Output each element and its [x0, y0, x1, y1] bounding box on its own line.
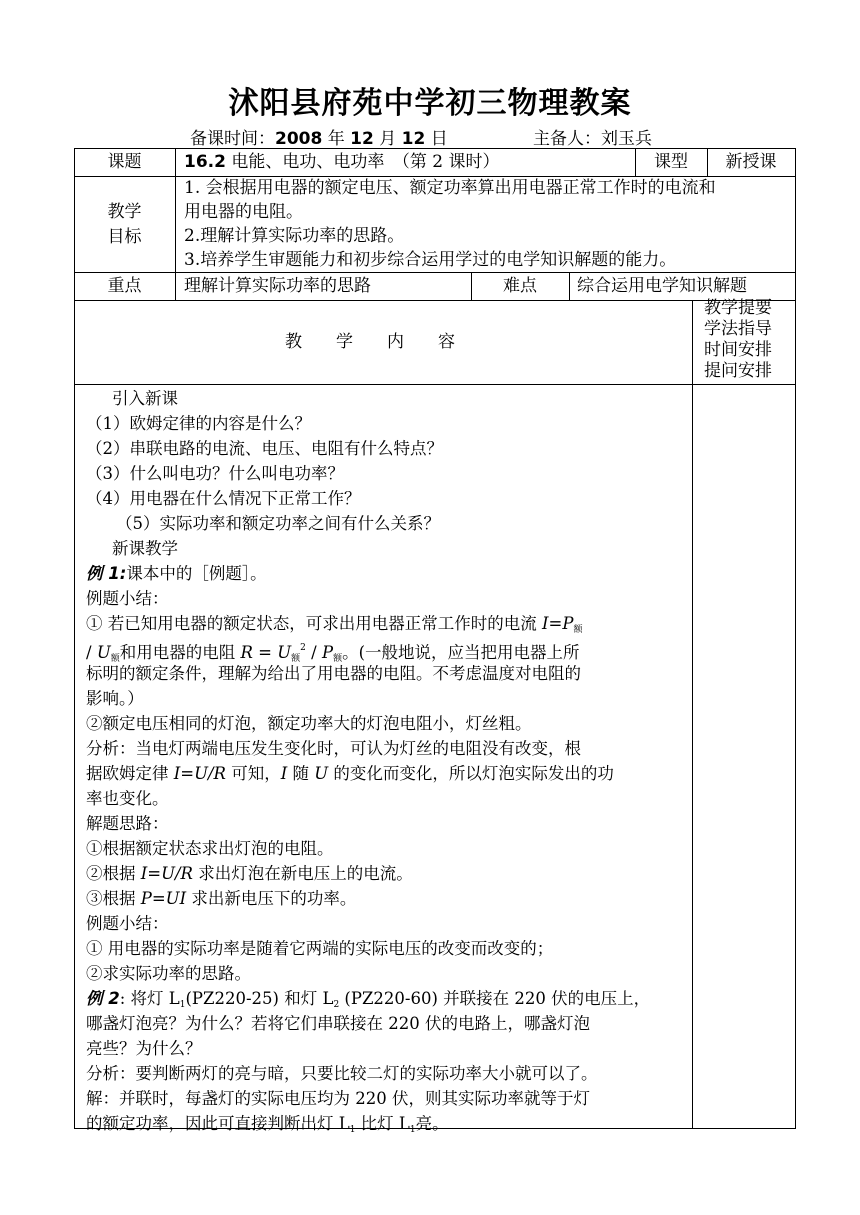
goal-label-line: 目标: [107, 227, 142, 247]
formula: U: [277, 643, 292, 662]
goal-label-line: 教学: [107, 202, 142, 222]
solution-cont: [86, 1111, 694, 1136]
text-run: 求出新电压下的功率。: [186, 889, 357, 908]
summary-point: ① 用电器的实际功率是随着它两端的实际电压的改变而改变的；: [86, 939, 554, 958]
year-unit: 年: [327, 129, 345, 149]
goal-line: 2.理解计算实际功率的思路。: [184, 226, 405, 246]
topic-value: [184, 150, 499, 174]
summary-point-1-cont: 标明的额定条件，理解为给出了用电器的电阻。不考虑温度对电阻的: [86, 664, 581, 683]
side-notes: [704, 298, 772, 382]
text-run: 随: [287, 764, 315, 783]
day-unit: 日: [430, 129, 448, 149]
question: （3）什么叫电功？什么叫电功率？: [86, 464, 344, 483]
topic-label: 课题: [107, 152, 142, 172]
prep-time: [190, 124, 448, 149]
rule: [74, 272, 796, 273]
analysis: 分析：当电灯两端电压发生变化时，可认为灯丝的电阻没有改变，根: [86, 739, 581, 758]
example-1-text: 课本中的［例题］。: [126, 564, 267, 583]
question: （1）欧姆定律的内容是什么？: [86, 414, 311, 433]
text-run: : 将灯 L: [119, 989, 180, 1008]
formula: P: [321, 643, 334, 662]
summary-point-1-cont: [86, 636, 694, 664]
topic-text: 电能、电功、电功率 （第 2 课时）: [225, 152, 500, 172]
text-run: (PZ220-60) 并联接在 220 伏的电压上，: [339, 989, 651, 1008]
text-run: 和用电器的电阻: [119, 643, 241, 662]
text-run: 比灯 L: [355, 1114, 410, 1133]
text-run: 据欧姆定律: [86, 764, 174, 783]
text-run: ②根据: [86, 864, 141, 883]
subscript: 额: [291, 654, 301, 664]
side-note: 时间安排: [704, 340, 772, 360]
subscript: 1: [349, 1125, 356, 1135]
goal-line: 用电器的电阻。: [184, 202, 303, 222]
question: （4）用电器在什么情况下正常工作？: [86, 489, 361, 508]
subscript: 额: [333, 654, 343, 664]
rule: [74, 384, 796, 385]
month-unit: 月: [379, 129, 397, 149]
formula: I=U/R: [140, 864, 193, 883]
formula: I: [280, 764, 288, 783]
text-run: ③根据: [86, 889, 141, 908]
text-run: /: [86, 643, 97, 662]
solution-idea-label: 解题思路：: [86, 814, 169, 833]
text-run: 的变化而变化，所以灯泡实际发出的功: [328, 764, 614, 783]
rule: [175, 272, 176, 300]
goal-line: 1. 会根据用电器的额定电压、额定功率算出用电器正常工作时的电流和: [184, 178, 716, 198]
subscript: 1: [179, 1000, 186, 1010]
formula: U: [314, 764, 329, 783]
difficulty-label: 难点: [503, 276, 537, 296]
summary-point-2: ②额定电压相同的灯泡，额定功率大的灯泡电阻小，灯丝粗。: [86, 714, 532, 733]
key-point-label: 重点: [107, 276, 142, 296]
formula: R: [240, 643, 253, 662]
text-run: 。(一般地说，应当把用电器上所: [342, 643, 580, 662]
prep-label: 备课时间：: [190, 129, 275, 149]
type-value: 新授课: [725, 152, 777, 172]
goal-line: 3.培养学生审题能力和初步综合运用学过的电学知识解题的能力。: [184, 250, 677, 270]
summary-label: 例题小结：: [86, 914, 169, 933]
summary-label: 例题小结：: [86, 589, 169, 608]
example-2-cont: 哪盏灯泡亮？为什么？若将它们串联接在 220 伏的电路上，哪盏灯泡: [86, 1014, 590, 1033]
rule: [569, 272, 570, 300]
text-run: /: [305, 643, 322, 662]
example-2-cont: 亮些？为什么？: [86, 1039, 202, 1058]
text-run: 的额定功率，因此可直接判断出灯 L: [86, 1114, 350, 1133]
subscript: 额: [110, 654, 120, 664]
rule: [795, 148, 796, 1128]
author: 主备人：刘玉兵: [533, 129, 652, 149]
summary-point-1: [86, 611, 694, 636]
prep-year: 2008: [275, 129, 323, 149]
side-note: 教学提要: [704, 298, 772, 318]
analysis-cont: 率也变化。: [86, 789, 169, 808]
text-run: ① 若已知用电器的额定状态，可求出用电器正常工作时的电流: [86, 614, 542, 633]
text-run: =: [252, 643, 278, 662]
summary-point-1-cont: 影响。）: [86, 689, 144, 708]
rule: [175, 176, 176, 272]
example-1-label: 例 1:: [86, 564, 127, 583]
example-2: [86, 986, 694, 1011]
analysis: 分析：要判断两灯的亮与暗，只要比较二灯的实际功率大小就可以了。: [86, 1064, 598, 1083]
subscript: 额: [573, 625, 583, 635]
question: （5）实际功率和额定功率之间有什么关系？: [116, 514, 440, 533]
formula: I=P: [542, 614, 574, 633]
goal-label: [74, 200, 175, 250]
lesson-plan-table: [74, 148, 796, 1135]
intro-heading: 引入新课: [112, 389, 178, 408]
new-lesson-heading: 新课教学: [112, 539, 178, 558]
subscript: 1: [409, 1125, 416, 1135]
text-run: 可知，: [225, 764, 281, 783]
content-heading: 教 学 内 容: [285, 332, 455, 352]
text-run: 亮。: [415, 1114, 449, 1133]
step: ①根据额定状态求出灯泡的电阻。: [86, 839, 334, 858]
difficulty-value: 综合运用电学知识解题: [577, 276, 747, 296]
question: （2）串联电路的电流、电压、电阻有什么特点？: [86, 439, 443, 458]
analysis-cont: [86, 761, 694, 786]
side-note: 学法指导: [704, 319, 772, 339]
rule: [74, 300, 796, 301]
rule: [175, 148, 176, 176]
formula: P=UI: [140, 889, 187, 908]
subscript: 2: [333, 1000, 340, 1010]
topic-number: 16.2: [184, 152, 226, 172]
summary-point: ②求实际功率的思路。: [86, 964, 251, 983]
text-run: (PZ220-25) 和灯 L: [185, 989, 334, 1008]
formula: U: [96, 643, 111, 662]
text-run: 求出灯泡在新电压上的电流。: [192, 864, 413, 883]
goal-list: [184, 176, 716, 272]
type-label: 课型: [654, 152, 688, 172]
formula: I=U/R: [173, 764, 226, 783]
rule: [74, 148, 796, 149]
solution: 解：并联时，每盏灯的实际电压均为 220 伏，则其实际功率就等于灯: [86, 1089, 590, 1108]
key-point-value: 理解计算实际功率的思路: [184, 276, 371, 296]
side-note: 提问安排: [704, 361, 772, 381]
prep-day: 12: [401, 129, 426, 149]
example-1: [86, 561, 694, 586]
prep-month: 12: [350, 129, 374, 149]
step: [86, 861, 694, 886]
lesson-body: [86, 386, 694, 1136]
example-2-label: 例 2: [86, 989, 120, 1008]
superscript: 2: [300, 643, 306, 653]
step: [86, 886, 694, 911]
page-title: 沭阳县府苑中学初三物理教案: [228, 86, 632, 121]
